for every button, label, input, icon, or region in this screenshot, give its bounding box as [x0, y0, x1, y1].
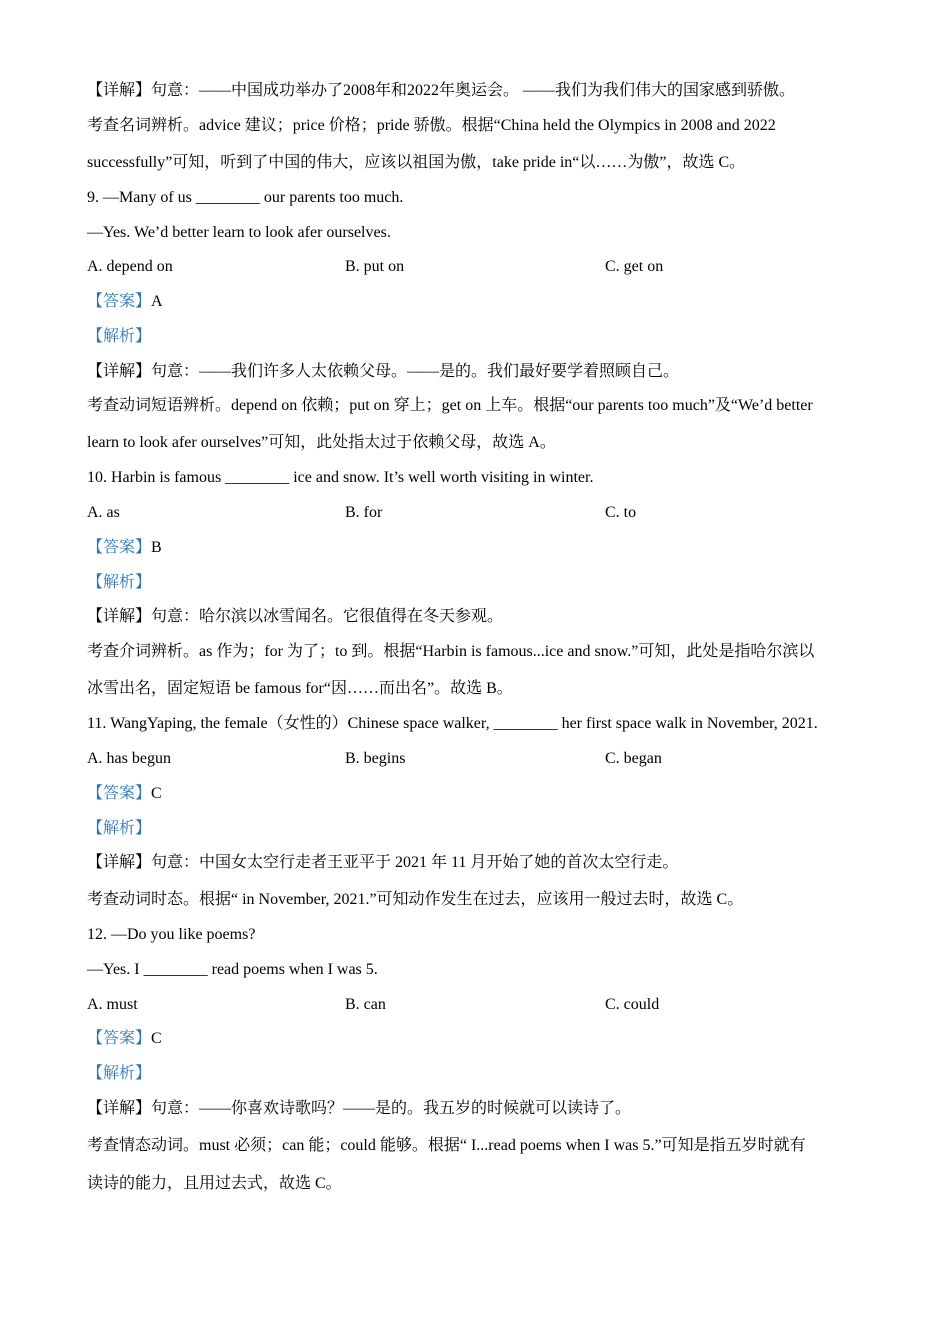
- q12-analysis-label: 【解析】: [87, 1065, 152, 1082]
- q9-analysis-line-2: learn to look afer ourselves”可知，此处指太过于依赖父母，故选 A。: [87, 434, 556, 451]
- q10-option-b: B. for: [345, 504, 383, 521]
- q11-analysis-label: 【解析】: [87, 820, 152, 837]
- q9-option-a: A. depend on: [87, 258, 173, 275]
- q10-stem: 10. Harbin is famous ________ ice and snow. It’s well worth visiting in winter.: [87, 469, 594, 486]
- q12-stem: 12. —Do you like poems?: [87, 926, 256, 943]
- q10-answer-line: [87, 538, 162, 558]
- q9-stem: 9. —Many of us ________ our parents too much.: [87, 189, 404, 206]
- q9-reply: —Yes. We’d better learn to look afer ourselves.: [87, 224, 391, 241]
- q10-analysis-label: 【解析】: [87, 574, 152, 591]
- q12-options: [87, 995, 867, 1015]
- q12-option-a: A. must: [87, 996, 138, 1013]
- q12-reply: —Yes. I ________ read poems when I was 5.: [87, 961, 378, 978]
- q12-detail-line: [87, 1099, 631, 1119]
- q9-analysis-label: 【解析】: [87, 328, 152, 345]
- detail-label: 【详解】: [87, 854, 152, 871]
- q10-answer: B: [151, 539, 162, 556]
- q11-answer: C: [151, 785, 162, 802]
- q11-options: [87, 749, 867, 769]
- q8-detail-text: 句意：——中国成功举办了2008年和2022年奥运会。 ——我们为我们伟大的国家感到骄傲。: [151, 82, 796, 99]
- q8-analysis-line-2: successfully”可知，听到了中国的伟大，应该以祖国为傲，take pride in“以……为傲”，故选 C。: [87, 154, 746, 171]
- q9-analysis-line-1: 考查动词短语辨析。depend on 依赖；put on 穿上；get on 上车。根据“our parents too much”及“We’d better: [87, 397, 813, 414]
- q11-detail-line: [87, 853, 678, 873]
- q9-option-b: B. put on: [345, 258, 405, 275]
- q9-answer: A: [151, 293, 163, 310]
- q12-option-b: B. can: [345, 996, 386, 1013]
- detail-label: 【详解】: [87, 363, 152, 380]
- q12-option-c: C. could: [605, 996, 660, 1013]
- q11-answer-line: [87, 784, 162, 804]
- q10-analysis-line-2: 冰雪出名，固定短语 be famous for“因……而出名”。故选 B。: [87, 680, 513, 697]
- q10-option-c: C. to: [605, 504, 637, 521]
- q9-detail-text: 句意：——我们许多人太依赖父母。——是的。我们最好要学着照顾自己。: [151, 363, 680, 380]
- q11-detail-text: 句意：中国女太空行走者王亚平于 2021 年 11 月开始了她的首次太空行走。: [151, 854, 679, 871]
- q11-option-b: B. begins: [345, 750, 406, 767]
- q10-options: [87, 503, 867, 523]
- q9-detail-line: [87, 362, 679, 382]
- answer-label: 【答案】: [87, 539, 152, 556]
- q11-analysis-line-1: 考查动词时态。根据“ in November, 2021.”可知动作发生在过去，应该用一般过去时，故选 C。: [87, 891, 744, 908]
- q10-detail-line: [87, 607, 503, 627]
- q12-detail-text: 句意：——你喜欢诗歌吗？——是的。我五岁的时候就可以读诗了。: [151, 1100, 632, 1117]
- answer-label: 【答案】: [87, 785, 152, 802]
- answer-label: 【答案】: [87, 293, 152, 310]
- q12-analysis-line-2: 读诗的能力，且用过去式，故选 C。: [87, 1175, 342, 1192]
- q8-analysis-line-1: 考查名词辨析。advice 建议；price 价格；pride 骄傲。根据“China held the Olympics in 2008 and 2022: [87, 117, 776, 134]
- q10-analysis-line-1: 考查介词辨析。as 作为；for 为了；to 到。根据“Harbin is famous...ice and snow.”可知，此处是指哈尔滨以: [87, 643, 815, 660]
- q9-option-c: C. get on: [605, 258, 664, 275]
- answer-label: 【答案】: [87, 1030, 152, 1047]
- q11-option-a: A. has begun: [87, 750, 171, 767]
- q9-answer-line: [87, 292, 163, 312]
- q11-stem: 11. WangYaping, the female（女性的）Chinese space walker, ________ her first space walk in November, 2021.: [87, 715, 818, 732]
- q12-answer: C: [151, 1030, 162, 1047]
- q9-options: [87, 257, 867, 277]
- q12-analysis-line-1: 考查情态动词。must 必须；can 能；could 能够。根据“ I...read poems when I was 5.”可知是指五岁时就有: [87, 1137, 806, 1154]
- q12-answer-line: [87, 1029, 162, 1049]
- detail-label: 【详解】: [87, 1100, 152, 1117]
- q11-option-c: C. began: [605, 750, 662, 767]
- detail-label: 【详解】: [87, 82, 152, 99]
- detail-label: 【详解】: [87, 608, 152, 625]
- q10-detail-text: 句意：哈尔滨以冰雪闻名。它很值得在冬天参观。: [151, 608, 504, 625]
- q8-detail-line: [87, 81, 795, 101]
- q10-option-a: A. as: [87, 504, 120, 521]
